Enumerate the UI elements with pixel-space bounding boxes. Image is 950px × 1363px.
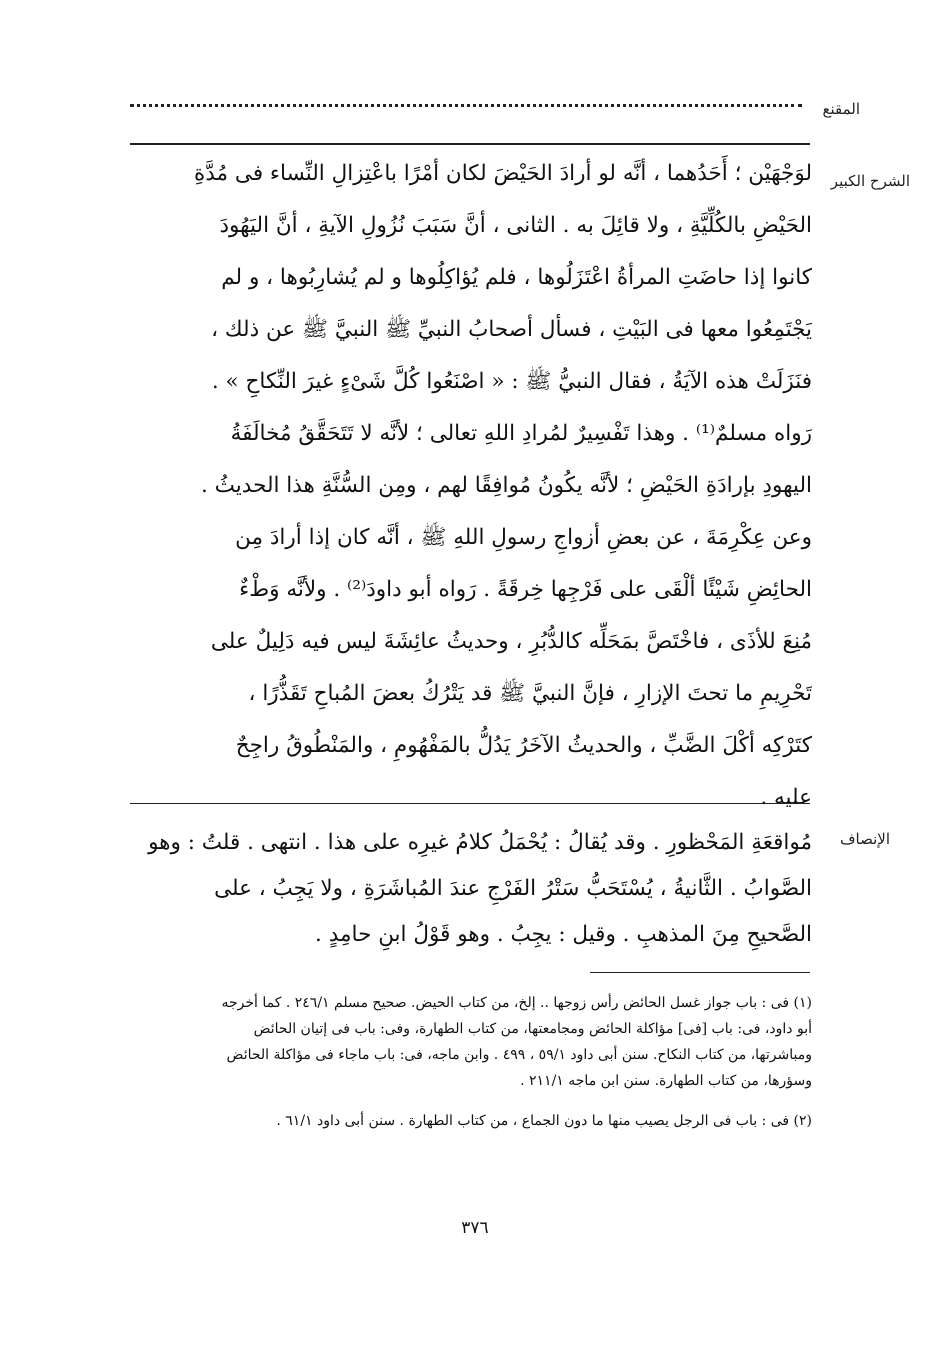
sharh-section-label: الشرح الكبير bbox=[830, 172, 910, 190]
sharh-line: وعن عِكْرِمَةَ ، عن بعضِ أزواجِ رسولِ اللهِ ﷺ ، أنَّه كان إذا أرادَ مِن bbox=[235, 525, 812, 550]
header-dotted-rule bbox=[130, 104, 802, 107]
header-rule bbox=[130, 143, 810, 145]
running-head: المقنع bbox=[822, 100, 860, 118]
section-divider bbox=[130, 803, 810, 804]
sharh-line: الحائِضِ شَيْئًا ألْقَى على فَرْجِها خِرقَةً . رَواه أبو داودَ⁽²⁾ . ولأنَّه وَطْءٌ bbox=[239, 577, 812, 602]
sharh-line: رَواه مسلمٌ⁽¹⁾ . وهذا تَفْسِيرٌ لمُرادِ اللهِ تعالى ؛ لأنَّه لا تَتَحَقَّقُ مُخالَفَةُ bbox=[230, 421, 812, 446]
footnote-line: ومباشرتها، من كتاب النكاح. سنن أبى داود ٥٩/١ ، ٤٩٩ . وابن ماجه، فى: باب ماجاء فى مؤاكلة الحائض bbox=[226, 1047, 812, 1063]
insaf-line: مُواقعَةِ المَحْظورِ . وقد يُقالُ : يُحْمَلُ كلامُ غيرِه على هذا . انتهى . قلتُ : وهو bbox=[148, 830, 812, 855]
sharh-line: لوَجْهَيْن ؛ أَحَدُهما ، أنَّه لو أرادَ الحَيْضَ لكان أمْرًا باعْتِزالِ النِّساء فى مُدَّةِ bbox=[194, 161, 812, 186]
page-number: ٣٧٦ bbox=[461, 1218, 489, 1238]
footnote-line: أبو داود، فى: باب [فى] مؤاكلة الحائض ومجامعتها، من كتاب الطهارة، وفى: باب فى إتيان الحائض bbox=[253, 1021, 812, 1037]
footnote-line: (٢) فى : باب فى الرجل يصيب منها ما دون الجماع ، من كتاب الطهارة . سنن أبى داود ٦١/١ . bbox=[276, 1113, 812, 1129]
sharh-line: اليهودِ بإرادَةِ الحَيْضِ ؛ لأنَّه يكُونُ مُوافِقًا لهم ، ومِن السُّنَّةِ هذا الحديثُ . bbox=[201, 473, 812, 498]
sharh-line: كتَرْكِه أكْلَ الضَّبِّ ، والحديثُ الآخَرُ يَدُلُّ بالمَفْهُومِ ، والمَنْطُوقُ راجِحٌ bbox=[235, 733, 812, 758]
insaf-line: الصَّحيحِ مِنَ المذهبِ . وقيل : يجِبُ . وهو قَوْلُ ابنِ حامِدٍ . bbox=[315, 922, 812, 947]
insaf-section-label: الإنصاف bbox=[839, 830, 890, 848]
insaf-line: الصَّوابُ . الثَّانيةُ ، يُسْتَحَبُّ سَتْرُ الفَرْجِ عندَ المُباشَرَةِ ، ولا يَجِبُ ، على bbox=[214, 876, 812, 901]
insaf-text-block bbox=[130, 820, 812, 958]
sharh-line: يَجْتَمِعُوا معها فى البَيْتِ ، فسأل أصحابُ النبيِّ ﷺ النبيَّ ﷺ عن ذلك ، bbox=[211, 317, 812, 342]
footnote-spacer bbox=[130, 1094, 812, 1108]
sharh-line: الحَيْضِ بالكُلِّيَّةِ ، ولا قائِلَ به . الثانى ، أنَّ سَبَبَ نُزُولِ الآيةِ ، أنَّ اليَهُودَ bbox=[219, 213, 812, 238]
sharh-line: كانوا إذا حاضَتِ المرأةُ اعْتَزَلُوها ، فلم يُؤاكِلُوها و لم يُشارِبُوها ، و لم bbox=[221, 265, 812, 290]
sharh-line: عليه . bbox=[760, 785, 812, 810]
footnote-line: (١) فى : باب جواز غسل الحائض رأس زوجها .. إلخ، من كتاب الحيض. صحيح مسلم ٢٤٦/١ . كما أخرجه bbox=[221, 995, 812, 1011]
sharh-line: مُنِعَ للأذَى ، فاخْتَصَّ بمَحَلِّه كالدُّبُرِ ، وحديثُ عائِشَةَ ليس فيه دَلِيلٌ على bbox=[210, 629, 812, 654]
footnote-line: وسؤرها، من كتاب الطهارة. سنن ابن ماجه ٢١١/١ . bbox=[520, 1073, 812, 1089]
sharh-line: تَحْرِيمِ ما تحتَ الإزارِ ، فإنَّ النبيَّ ﷺ قد يَتْرُكُ بعضَ المُباحِ تَقَذُّرًا ، bbox=[248, 681, 812, 706]
footnote-separator bbox=[590, 972, 810, 973]
sharh-line: فنَزَلَتْ هذه الآيَةُ ، فقال النبيُّ ﷺ : « اصْنَعُوا كُلَّ شَىْءٍ غيرَ النِّكاحِ » . bbox=[211, 369, 812, 394]
sharh-text-block bbox=[130, 148, 812, 824]
footnotes bbox=[130, 990, 812, 1134]
